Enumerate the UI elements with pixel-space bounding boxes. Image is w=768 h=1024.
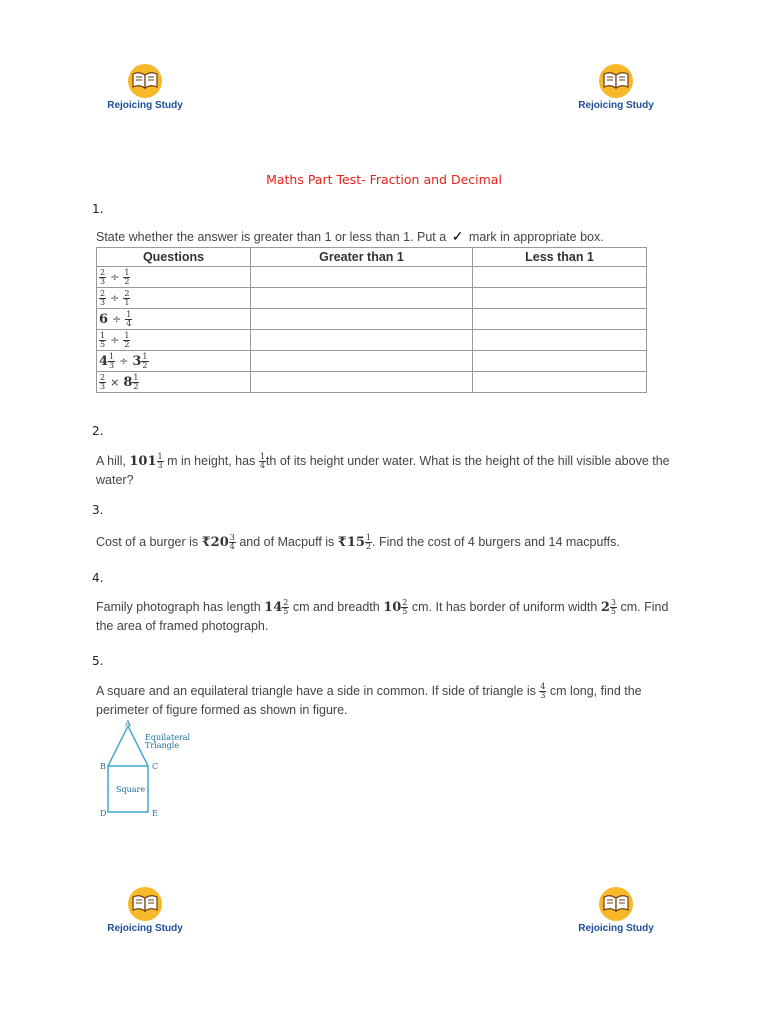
question-5-text — [96, 682, 676, 720]
denominator: 2 — [124, 276, 130, 286]
numerator: 2 — [100, 288, 106, 298]
greater-than-1-box[interactable] — [251, 309, 473, 330]
vertex-label-c: C — [152, 762, 159, 771]
q5-fraction — [539, 683, 546, 700]
q4-width-whole: 2 — [600, 600, 610, 615]
question-1-text — [96, 227, 676, 247]
table-row — [97, 351, 647, 372]
operator: ÷ — [119, 354, 129, 368]
q3-fraction-2 — [365, 534, 372, 551]
q5-text-1: A square and an equilateral triangle have a side in common. If side of triangle is — [96, 684, 536, 698]
table-row — [97, 288, 647, 309]
numerator: 3 — [610, 598, 616, 608]
greater-than-1-box[interactable] — [251, 372, 473, 393]
q1-text-after: mark in appropriate box. — [468, 230, 604, 244]
question-cell — [97, 372, 251, 393]
q3-text-2: and of Macpuff is — [239, 535, 335, 549]
book-icon — [602, 892, 630, 914]
table-row — [97, 372, 647, 393]
q3-fraction-1 — [229, 534, 236, 551]
operator: ÷ — [112, 312, 122, 326]
operator: × — [110, 375, 120, 389]
question-cell — [97, 351, 251, 372]
logo-bottom-left — [95, 868, 195, 968]
q4-text-3: cm. It has border of uniform width — [411, 600, 598, 614]
less-than-1-box[interactable] — [473, 330, 647, 351]
q2-text-3: th of its height under water. What is the height of the hill visible above the water? — [96, 454, 670, 487]
book-icon — [602, 69, 630, 91]
vertex-label-b: B — [100, 762, 106, 771]
logo-bottom-right — [566, 868, 666, 968]
question-number-3: 3. — [92, 503, 104, 517]
denominator: 3 — [100, 276, 106, 286]
question-number-5: 5. — [92, 654, 104, 668]
denominator: 5 — [283, 607, 289, 617]
operator: ÷ — [110, 291, 120, 305]
numerator: 1 — [126, 309, 132, 319]
q3-text-1: Cost of a burger is — [96, 535, 199, 549]
denominator: 3 — [157, 461, 163, 471]
q5-text-2: cm long, find the perimeter of figure formed as shown in figure. — [96, 684, 642, 717]
operator: ÷ — [110, 333, 120, 347]
numerator: 1 — [100, 330, 106, 340]
table-header-row — [97, 248, 647, 267]
question-cell — [97, 330, 251, 351]
header-questions: Questions — [97, 248, 251, 267]
triangle-label-1: Equilateral — [145, 733, 191, 742]
book-icon — [131, 69, 159, 91]
less-than-1-box[interactable] — [473, 288, 647, 309]
square-label: Square — [116, 785, 146, 794]
numerator: 1 — [133, 372, 139, 382]
q4-breadth-whole: 10 — [383, 600, 402, 615]
denominator: 3 — [109, 360, 115, 370]
fraction — [123, 290, 130, 307]
less-than-1-box[interactable] — [473, 372, 647, 393]
operator: ÷ — [110, 270, 120, 284]
fraction — [132, 374, 139, 391]
table-row — [97, 267, 647, 288]
whole-number: 8 — [123, 374, 133, 390]
denominator: 3 — [100, 297, 106, 307]
question-number-4: 4. — [92, 571, 104, 585]
logo-top-right — [566, 45, 666, 145]
fraction — [99, 332, 106, 349]
fraction — [141, 353, 148, 370]
greater-than-1-box[interactable] — [251, 330, 473, 351]
triangle-label-2: Triangle — [145, 741, 180, 750]
page-title: Maths Part Test- Fraction and Decimal — [266, 172, 502, 187]
numerator: 3 — [229, 533, 235, 543]
fraction — [99, 290, 106, 307]
less-than-1-box[interactable] — [473, 351, 647, 372]
fraction — [123, 332, 130, 349]
denominator: 4 — [126, 318, 132, 328]
greater-than-1-box[interactable] — [251, 267, 473, 288]
q4-text-1: Family photograph has length — [96, 600, 261, 614]
question-4-text — [96, 598, 676, 636]
q3-price-1-whole: ₹20 — [201, 535, 229, 550]
numerator: 2 — [402, 598, 408, 608]
check-mark-icon: ✓ — [451, 228, 464, 244]
vertex-label-a: A — [125, 719, 131, 728]
question-number-1: 1. — [92, 202, 104, 216]
numerator: 1 — [124, 267, 130, 277]
geometry-diagram — [98, 718, 208, 820]
denominator: 4 — [229, 542, 235, 552]
q1-text-before: State whether the answer is greater than 1 or less than 1. Put a — [96, 230, 447, 244]
whole-number: 3 — [132, 353, 142, 369]
numerator: 2 — [283, 598, 289, 608]
question-cell — [97, 309, 251, 330]
numerator: 1 — [124, 330, 130, 340]
numerator: 1 — [365, 533, 372, 543]
numerator: 4 — [540, 682, 546, 692]
denominator: 2 — [365, 542, 372, 552]
numerator: 1 — [157, 452, 163, 462]
vertex-label-d: D — [100, 809, 107, 818]
table-row — [97, 330, 647, 351]
greater-than-1-box[interactable] — [251, 351, 473, 372]
question-2-text — [96, 452, 676, 490]
table-row — [97, 309, 647, 330]
fraction — [108, 353, 115, 370]
whole-number: 6 — [99, 311, 109, 327]
fraction — [125, 311, 132, 328]
q4-fraction-length — [282, 599, 289, 616]
denominator: 5 — [610, 607, 616, 617]
brand-name: Rejoicing Study — [107, 923, 183, 934]
denominator: 2 — [142, 360, 148, 370]
less-than-1-box[interactable] — [473, 267, 647, 288]
triangle-square-figure — [98, 718, 208, 825]
book-icon — [131, 892, 159, 914]
fraction — [99, 269, 106, 286]
whole-number: 4 — [99, 353, 109, 369]
q3-text-3: . Find the cost of 4 burgers and 14 macpuffs. — [372, 535, 620, 549]
triangle-sides — [108, 726, 148, 766]
question-number-2: 2. — [92, 424, 104, 438]
q2-text-1: A hill, — [96, 454, 126, 468]
denominator: 5 — [100, 339, 106, 349]
denominator: 3 — [100, 381, 106, 391]
question-3-text — [96, 533, 676, 552]
numerator: 2 — [100, 372, 106, 382]
numerator: 2 — [124, 288, 130, 298]
logo-top-left — [95, 45, 195, 145]
fraction — [123, 269, 130, 286]
brand-name: Rejoicing Study — [107, 100, 183, 111]
greater-than-1-box[interactable] — [251, 288, 473, 309]
q3-price-2-whole: ₹15 — [337, 535, 365, 550]
q2-fraction-2 — [259, 453, 266, 470]
denominator: 5 — [402, 607, 408, 617]
brand-name: Rejoicing Study — [578, 100, 654, 111]
vertex-label-e: E — [152, 809, 158, 818]
brand-name: Rejoicing Study — [578, 923, 654, 934]
fraction — [99, 374, 106, 391]
numerator: 1 — [109, 351, 115, 361]
denominator: 3 — [540, 691, 546, 701]
q2-text-2: m in height, has — [167, 454, 256, 468]
q4-fraction-breadth — [401, 599, 408, 616]
answer-table — [96, 247, 647, 393]
numerator: 2 — [100, 267, 106, 277]
header-greater: Greater than 1 — [251, 248, 473, 267]
denominator: 1 — [124, 297, 130, 307]
q2-whole: 101 — [129, 454, 157, 469]
denominator: 2 — [124, 339, 130, 349]
q4-fraction-width — [610, 599, 617, 616]
header-less: Less than 1 — [473, 248, 647, 267]
q4-length-whole: 14 — [264, 600, 283, 615]
q4-text-2: cm and breadth — [292, 600, 380, 614]
denominator: 4 — [259, 461, 265, 471]
question-cell — [97, 267, 251, 288]
numerator: 1 — [259, 452, 265, 462]
denominator: 2 — [133, 381, 139, 391]
question-cell — [97, 288, 251, 309]
q2-fraction-1 — [157, 453, 164, 470]
numerator: 1 — [142, 351, 148, 361]
q4-text-4: cm. Find the area of framed photograph. — [96, 600, 669, 633]
less-than-1-box[interactable] — [473, 309, 647, 330]
